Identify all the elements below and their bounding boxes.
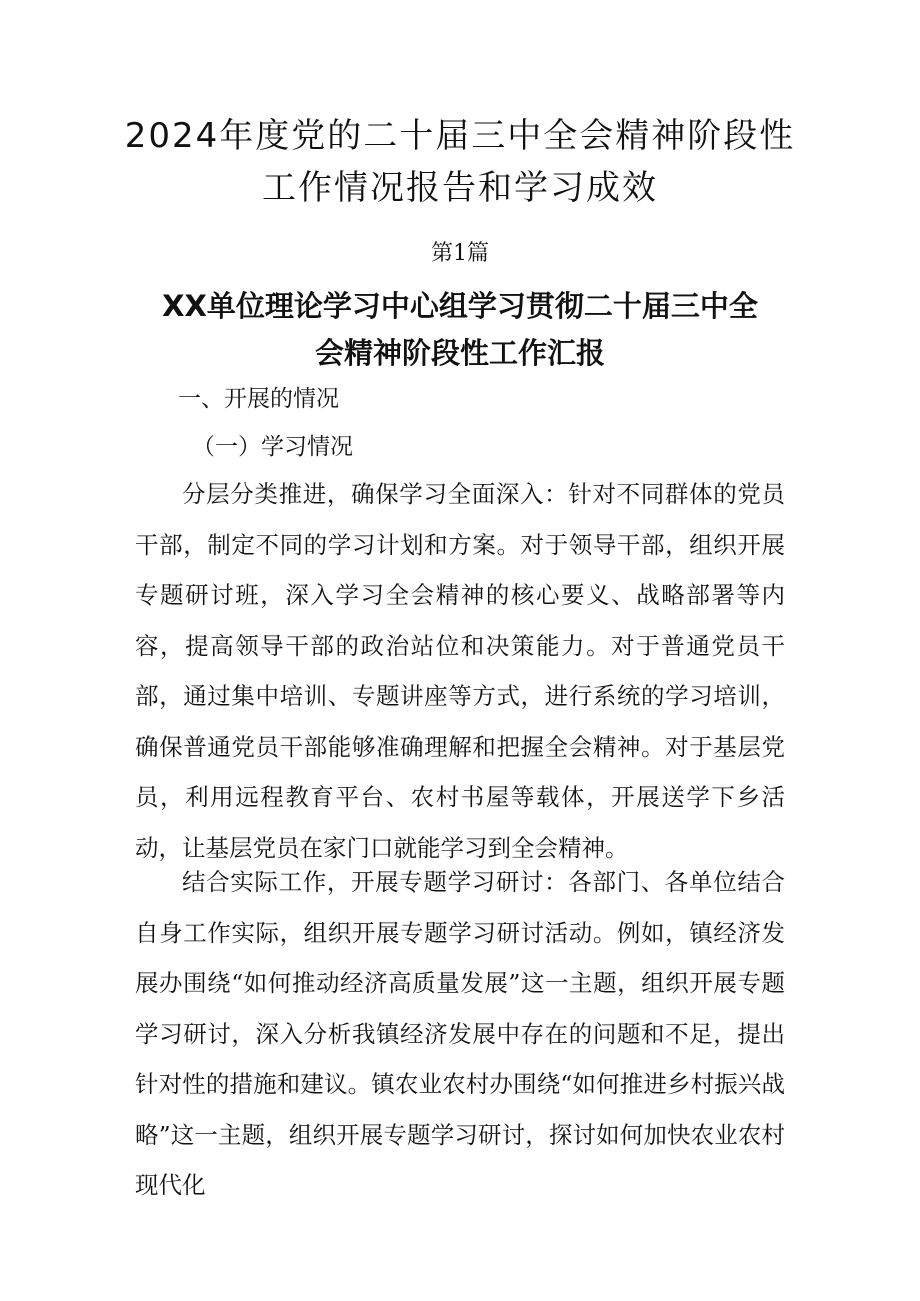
body-paragraph-1: [135, 469, 785, 873]
paragraph-text: 分层分类推进，确保学习全面深入：针对不同群体的党员干部，制定不同的学习计划和方案。对于领导干部，组织开展专题研讨班，深入学习全会精神的核心要义、战略部署等内容，提高领导干部的政治站位和决策能力。对于普通党员干部，通过集中培训、专题讲座等方式，进行系统的学习培训，确保普通党员干部能够准确理解和把握全会精神。对于基层党员，利用远程教育平台、农村书屋等载体，开展送学下乡活动，让基层党员在家门口就能学习到全会精神。: [135, 480, 785, 862]
report-subtitle-line-2: 会精神阶段性工作汇报: [314, 336, 605, 370]
subsection-heading: （一）学习情况: [192, 434, 353, 460]
document-title-line-1: 2024年度党的二十届三中全会精神阶段性: [124, 116, 796, 156]
report-subtitle-line-1: XX单位理论学习中心组学习贯彻二十届三中全: [162, 289, 758, 323]
document-title-line-2: 工作情况报告和学习成效: [262, 168, 658, 208]
body-paragraph-2: [135, 857, 785, 1211]
paragraph-text: 结合实际工作，开展专题学习研讨：各部门、各单位结合自身工作实际，组织开展专题学习研讨活动。例如，镇经济发展办围绕“如何推动经济高质量发展”这一主题，组织开展专题学习研讨，深入分析我镇经济发展中存在的问题和不足，提出针对性的措施和建议。镇农业农村办围绕“如何推进乡村振兴战略”这一主题，组织开展专题学习研讨，探讨如何加快农业农村现代化: [135, 868, 785, 1199]
part-label: 第1篇: [431, 241, 489, 266]
section-heading: 一、开展的情况: [178, 386, 339, 412]
